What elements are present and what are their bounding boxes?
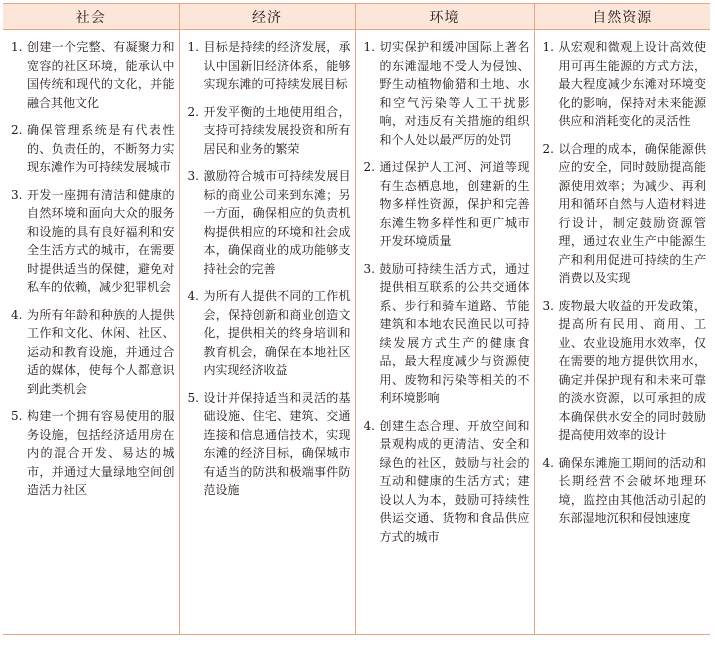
item-number: 5. <box>11 409 23 423</box>
item-text: 构建一个拥有容易使用的服务设施，包括经济适用房在内的混合开发、易达的城市，并通过大量绿地空间创造活力社区 <box>27 409 175 497</box>
header-economy: 经济 <box>179 4 355 30</box>
content-row <box>3 30 710 635</box>
item-text: 激励符合城市可持续发展目标的商业公司来到东滩；另一方面，确保相应的负责机构提供相应的环境和社会成本，确保商业的成功能够支持社会的完善 <box>203 169 351 276</box>
list-item <box>543 140 707 288</box>
list-item <box>543 38 707 131</box>
header-environment: 环境 <box>355 4 534 30</box>
list-item <box>188 38 351 94</box>
item-text: 鼓励可持续生活方式，通过提供相互联系的公共交通体系、步行和骑车道路、节能建筑和本地农民渔民以可持续发展方式生产的健康食品，最大程度减少与资源使用、废物和污染等相关的不利环境影响 <box>379 261 530 405</box>
item-text: 目标是持续的经济发展，承认中国新旧经济体系，能够实现东滩的可持续发展目标 <box>203 40 351 91</box>
item-text: 从宏观和微观上设计高效使用可再生能源的方式方法，最大程度减少东滩对环境变化的影响，保持对未来能源供应和消耗变化的灵活性 <box>558 40 706 128</box>
header-natural-resources: 自然资源 <box>534 4 710 30</box>
header-row <box>3 4 710 30</box>
policy-grid <box>3 3 710 635</box>
list-item <box>543 297 707 445</box>
item-number: 1. <box>363 40 375 54</box>
item-number: 1. <box>187 40 199 54</box>
column-economy <box>179 30 355 635</box>
list-item <box>188 389 351 500</box>
item-text: 为所有年龄和种族的人提供工作和文化、休闲、社区、运动和教育设施，并通过合适的媒体，使每个人都意识到此类机会 <box>27 307 175 396</box>
list-item <box>11 38 175 112</box>
column-society <box>3 30 179 635</box>
item-number: 4. <box>11 307 23 322</box>
resources-list <box>543 38 707 528</box>
item-text: 以合理的成本，确保能源供应的安全，同时鼓励提高能源使用效率；为减少、再利用和循环自然与人造材料进行设计，制定鼓励资源管理，通过农业生产中能源生产和利用促进可持续的生产消费以及实现 <box>558 141 706 285</box>
header-society: 社会 <box>3 4 179 30</box>
item-number: 2. <box>542 141 554 156</box>
item-text: 确保管理系统是有代表性的、负责任的，不断努力实现东滩作为可持续发展城市 <box>27 123 175 174</box>
list-item <box>11 121 175 177</box>
item-number: 4. <box>542 455 554 470</box>
list-item <box>11 306 175 399</box>
column-natural-resources <box>534 30 710 635</box>
list-item <box>188 103 351 159</box>
list-item <box>188 167 351 278</box>
item-text: 通过保护人工河、河道等现有生态栖息地，创建新的生物多样性资源，保护和完善东滩生物多样性和更广城市开发环境质量 <box>379 160 530 248</box>
item-text: 设计并保持适当和灵活的基础设施、住宅、建筑、交通连接和信息通信技术，实现东滩的经济目标，确保城市有适当的防洪和极端事件防范设施 <box>203 390 351 497</box>
item-number: 3. <box>187 169 199 183</box>
column-environment <box>355 30 534 635</box>
list-item <box>188 287 351 380</box>
item-number: 5. <box>187 390 199 405</box>
list-item <box>11 186 175 297</box>
item-number: 2. <box>363 160 375 174</box>
item-text: 为所有人提供不同的工作机会，保持创新和商业创造文化，提供相关的终身培训和教育机会，确保在本地社区内实现经济收益 <box>203 289 351 377</box>
item-number: 3. <box>542 298 554 313</box>
society-list <box>11 38 175 500</box>
item-text: 开发平衡的土地使用组合，支持可持续发展投资和所有居民和业务的繁荣 <box>203 104 351 156</box>
item-number: 1. <box>542 40 554 54</box>
environment-list <box>364 38 530 546</box>
item-text: 废物最大收益的开发政策，提高所有民用、商用、工业、农业设施用水效率，仅在需要的地方提供饮用水，确定并保护现有和未来可靠的淡水资源，以可承担的成本确保供水安全的同时鼓励提高使用效率的设计 <box>558 298 706 442</box>
item-number: 4. <box>363 418 375 433</box>
list-item <box>364 158 530 251</box>
economy-list <box>188 38 351 500</box>
item-number: 2. <box>11 123 23 137</box>
item-text: 确保东滩施工期间的活动和长期经营不会破坏地理环境，监控由其他活动引起的东部湿地沉积和侵蚀速度 <box>558 455 706 525</box>
list-item <box>364 260 530 408</box>
item-number: 3. <box>363 261 375 276</box>
item-text: 切实保护和缓冲国际上著名的东滩湿地不受人为侵蚀、野生动植物偷猎和土地、水和空气污染等人工干扰影响，对违反有关措施的组织和个人处以最严厉的处罚 <box>379 40 530 147</box>
list-item <box>364 417 530 547</box>
list-item <box>364 38 530 149</box>
item-text: 创建一个完整、有凝聚力和宽容的社区环境，能承认中国传统和现代的文化，并能融合其他文化 <box>27 40 175 110</box>
item-text: 开发一座拥有清洁和健康的自然环境和面向大众的服务和设施的具有良好福利和安全生活方式的城市，在需要时提供适当的保健，避免对私车的依赖，减少犯罪机会 <box>27 187 175 294</box>
list-item <box>11 407 175 500</box>
item-number: 1. <box>11 40 23 54</box>
policy-table <box>3 3 710 632</box>
list-item <box>543 454 707 528</box>
item-number: 2. <box>187 104 199 119</box>
item-text: 创建生态合理、开放空间和景观构成的更清洁、安全和绿色的社区，鼓励与社会的互动和健康的生活方式；建设以人为本，鼓励可持续性供运交通、货物和食品供应方式的城市 <box>379 418 530 544</box>
item-number: 4. <box>187 289 199 303</box>
item-number: 3. <box>11 187 23 202</box>
